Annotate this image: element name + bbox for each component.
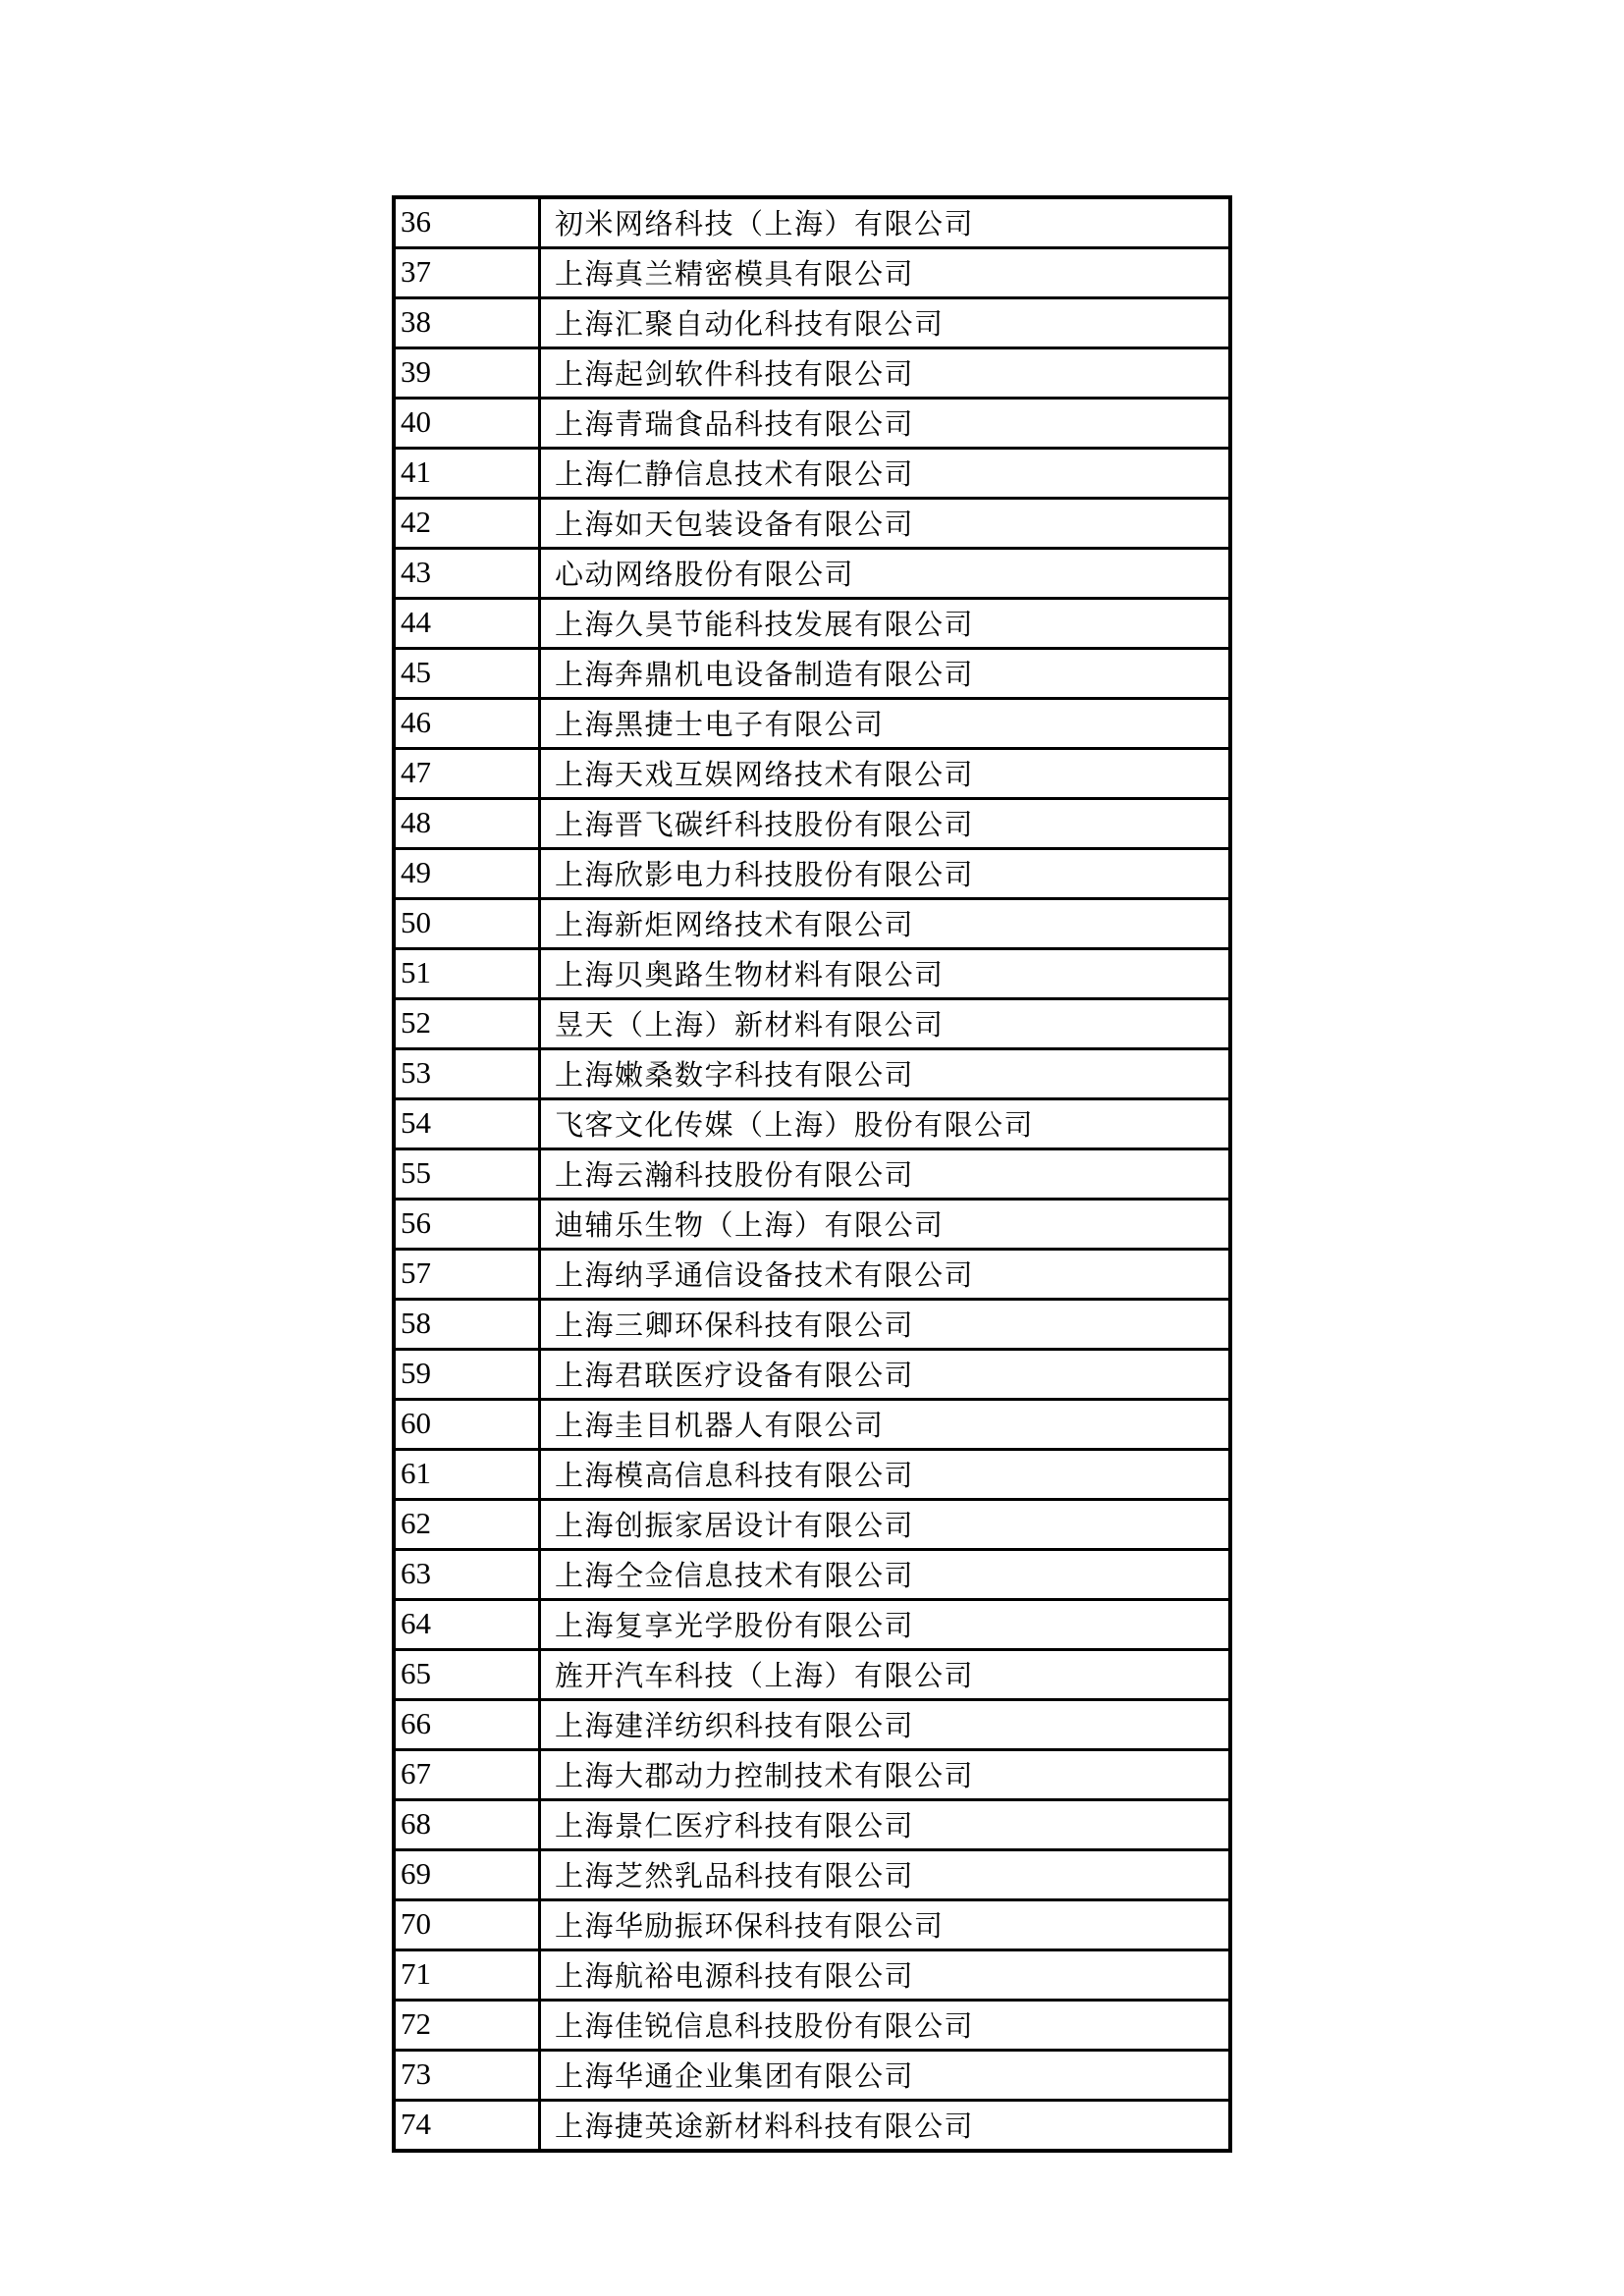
company-name: 旌开汽车科技（上海）有限公司 xyxy=(540,1650,1231,1700)
company-name: 上海捷英途新材料科技有限公司 xyxy=(540,2101,1231,2152)
table-row xyxy=(394,1550,1230,1600)
table-row xyxy=(394,1950,1230,2001)
table-row xyxy=(394,1049,1230,1099)
table-row xyxy=(394,1300,1230,1350)
table-row xyxy=(394,1350,1230,1400)
company-name: 上海大郡动力控制技术有限公司 xyxy=(540,1750,1231,1800)
company-name: 上海圭目机器人有限公司 xyxy=(540,1400,1231,1450)
table-row xyxy=(394,197,1230,248)
company-table xyxy=(392,195,1232,2153)
row-number: 67 xyxy=(394,1750,540,1800)
table-row xyxy=(394,899,1230,949)
row-number: 68 xyxy=(394,1800,540,1850)
row-number: 43 xyxy=(394,549,540,599)
row-number: 60 xyxy=(394,1400,540,1450)
company-name: 上海模高信息科技有限公司 xyxy=(540,1450,1231,1500)
row-number: 56 xyxy=(394,1200,540,1250)
company-name: 飞客文化传媒（上海）股份有限公司 xyxy=(540,1099,1231,1149)
row-number: 47 xyxy=(394,749,540,799)
company-name: 上海景仁医疗科技有限公司 xyxy=(540,1800,1231,1850)
row-number: 36 xyxy=(394,197,540,248)
table-row xyxy=(394,1750,1230,1800)
table-row xyxy=(394,699,1230,749)
company-name: 上海欣影电力科技股份有限公司 xyxy=(540,849,1231,899)
company-name: 上海仝佥信息技术有限公司 xyxy=(540,1550,1231,1600)
row-number: 50 xyxy=(394,899,540,949)
company-name: 上海贝奥路生物材料有限公司 xyxy=(540,949,1231,999)
company-name: 上海佳锐信息科技股份有限公司 xyxy=(540,2001,1231,2051)
row-number: 59 xyxy=(394,1350,540,1400)
row-number: 57 xyxy=(394,1250,540,1300)
table-row xyxy=(394,399,1230,449)
row-number: 63 xyxy=(394,1550,540,1600)
row-number: 44 xyxy=(394,599,540,649)
table-row xyxy=(394,1500,1230,1550)
table-row xyxy=(394,248,1230,298)
table-row xyxy=(394,1099,1230,1149)
company-name: 迪辅乐生物（上海）有限公司 xyxy=(540,1200,1231,1250)
company-name: 上海如天包装设备有限公司 xyxy=(540,499,1231,549)
row-number: 74 xyxy=(394,2101,540,2152)
row-number: 71 xyxy=(394,1950,540,2001)
company-name: 上海云瀚科技股份有限公司 xyxy=(540,1149,1231,1200)
table-row xyxy=(394,749,1230,799)
company-name: 上海久昊节能科技发展有限公司 xyxy=(540,599,1231,649)
row-number: 61 xyxy=(394,1450,540,1500)
company-name: 上海天戏互娱网络技术有限公司 xyxy=(540,749,1231,799)
table-row xyxy=(394,1450,1230,1500)
row-number: 42 xyxy=(394,499,540,549)
row-number: 38 xyxy=(394,298,540,348)
row-number: 65 xyxy=(394,1650,540,1700)
company-name: 上海华励振环保科技有限公司 xyxy=(540,1900,1231,1950)
table-row xyxy=(394,1850,1230,1900)
company-name: 上海复享光学股份有限公司 xyxy=(540,1600,1231,1650)
company-name: 上海汇聚自动化科技有限公司 xyxy=(540,298,1231,348)
table-row xyxy=(394,549,1230,599)
row-number: 45 xyxy=(394,649,540,699)
table-row xyxy=(394,1250,1230,1300)
company-name: 上海创振家居设计有限公司 xyxy=(540,1500,1231,1550)
row-number: 49 xyxy=(394,849,540,899)
table-row xyxy=(394,2101,1230,2152)
row-number: 73 xyxy=(394,2051,540,2101)
table-row xyxy=(394,649,1230,699)
company-name: 上海真兰精密模具有限公司 xyxy=(540,248,1231,298)
table-row xyxy=(394,1900,1230,1950)
company-name: 上海新炬网络技术有限公司 xyxy=(540,899,1231,949)
table-row xyxy=(394,1650,1230,1700)
company-table-body xyxy=(394,197,1230,2151)
company-name: 上海芝然乳品科技有限公司 xyxy=(540,1850,1231,1900)
company-name: 上海青瑞食品科技有限公司 xyxy=(540,399,1231,449)
table-row xyxy=(394,999,1230,1049)
company-name: 上海建洋纺织科技有限公司 xyxy=(540,1700,1231,1750)
row-number: 53 xyxy=(394,1049,540,1099)
row-number: 52 xyxy=(394,999,540,1049)
row-number: 70 xyxy=(394,1900,540,1950)
company-name: 上海三卿环保科技有限公司 xyxy=(540,1300,1231,1350)
row-number: 72 xyxy=(394,2001,540,2051)
row-number: 62 xyxy=(394,1500,540,1550)
company-name: 上海奔鼎机电设备制造有限公司 xyxy=(540,649,1231,699)
row-number: 46 xyxy=(394,699,540,749)
table-row xyxy=(394,599,1230,649)
table-row xyxy=(394,499,1230,549)
company-name: 上海起剑软件科技有限公司 xyxy=(540,348,1231,399)
row-number: 40 xyxy=(394,399,540,449)
row-number: 41 xyxy=(394,449,540,499)
row-number: 54 xyxy=(394,1099,540,1149)
row-number: 58 xyxy=(394,1300,540,1350)
company-name: 上海航裕电源科技有限公司 xyxy=(540,1950,1231,2001)
table-row xyxy=(394,849,1230,899)
company-name: 上海仁静信息技术有限公司 xyxy=(540,449,1231,499)
row-number: 51 xyxy=(394,949,540,999)
table-row xyxy=(394,1200,1230,1250)
row-number: 64 xyxy=(394,1600,540,1650)
table-row xyxy=(394,799,1230,849)
table-row xyxy=(394,1400,1230,1450)
company-name: 上海华通企业集团有限公司 xyxy=(540,2051,1231,2101)
table-row xyxy=(394,2051,1230,2101)
table-row xyxy=(394,1600,1230,1650)
company-name: 心动网络股份有限公司 xyxy=(540,549,1231,599)
table-row xyxy=(394,1149,1230,1200)
company-name: 初米网络科技（上海）有限公司 xyxy=(540,197,1231,248)
table-row xyxy=(394,2001,1230,2051)
table-row xyxy=(394,949,1230,999)
table-row xyxy=(394,449,1230,499)
row-number: 39 xyxy=(394,348,540,399)
row-number: 55 xyxy=(394,1149,540,1200)
table-row xyxy=(394,298,1230,348)
company-name: 昱天（上海）新材料有限公司 xyxy=(540,999,1231,1049)
company-name: 上海君联医疗设备有限公司 xyxy=(540,1350,1231,1400)
table-row xyxy=(394,1700,1230,1750)
table-row xyxy=(394,1800,1230,1850)
row-number: 69 xyxy=(394,1850,540,1900)
company-name: 上海黑捷士电子有限公司 xyxy=(540,699,1231,749)
row-number: 48 xyxy=(394,799,540,849)
company-name: 上海晋飞碳纤科技股份有限公司 xyxy=(540,799,1231,849)
row-number: 66 xyxy=(394,1700,540,1750)
row-number: 37 xyxy=(394,248,540,298)
company-name: 上海嫩桑数字科技有限公司 xyxy=(540,1049,1231,1099)
company-name: 上海纳孚通信设备技术有限公司 xyxy=(540,1250,1231,1300)
table-row xyxy=(394,348,1230,399)
